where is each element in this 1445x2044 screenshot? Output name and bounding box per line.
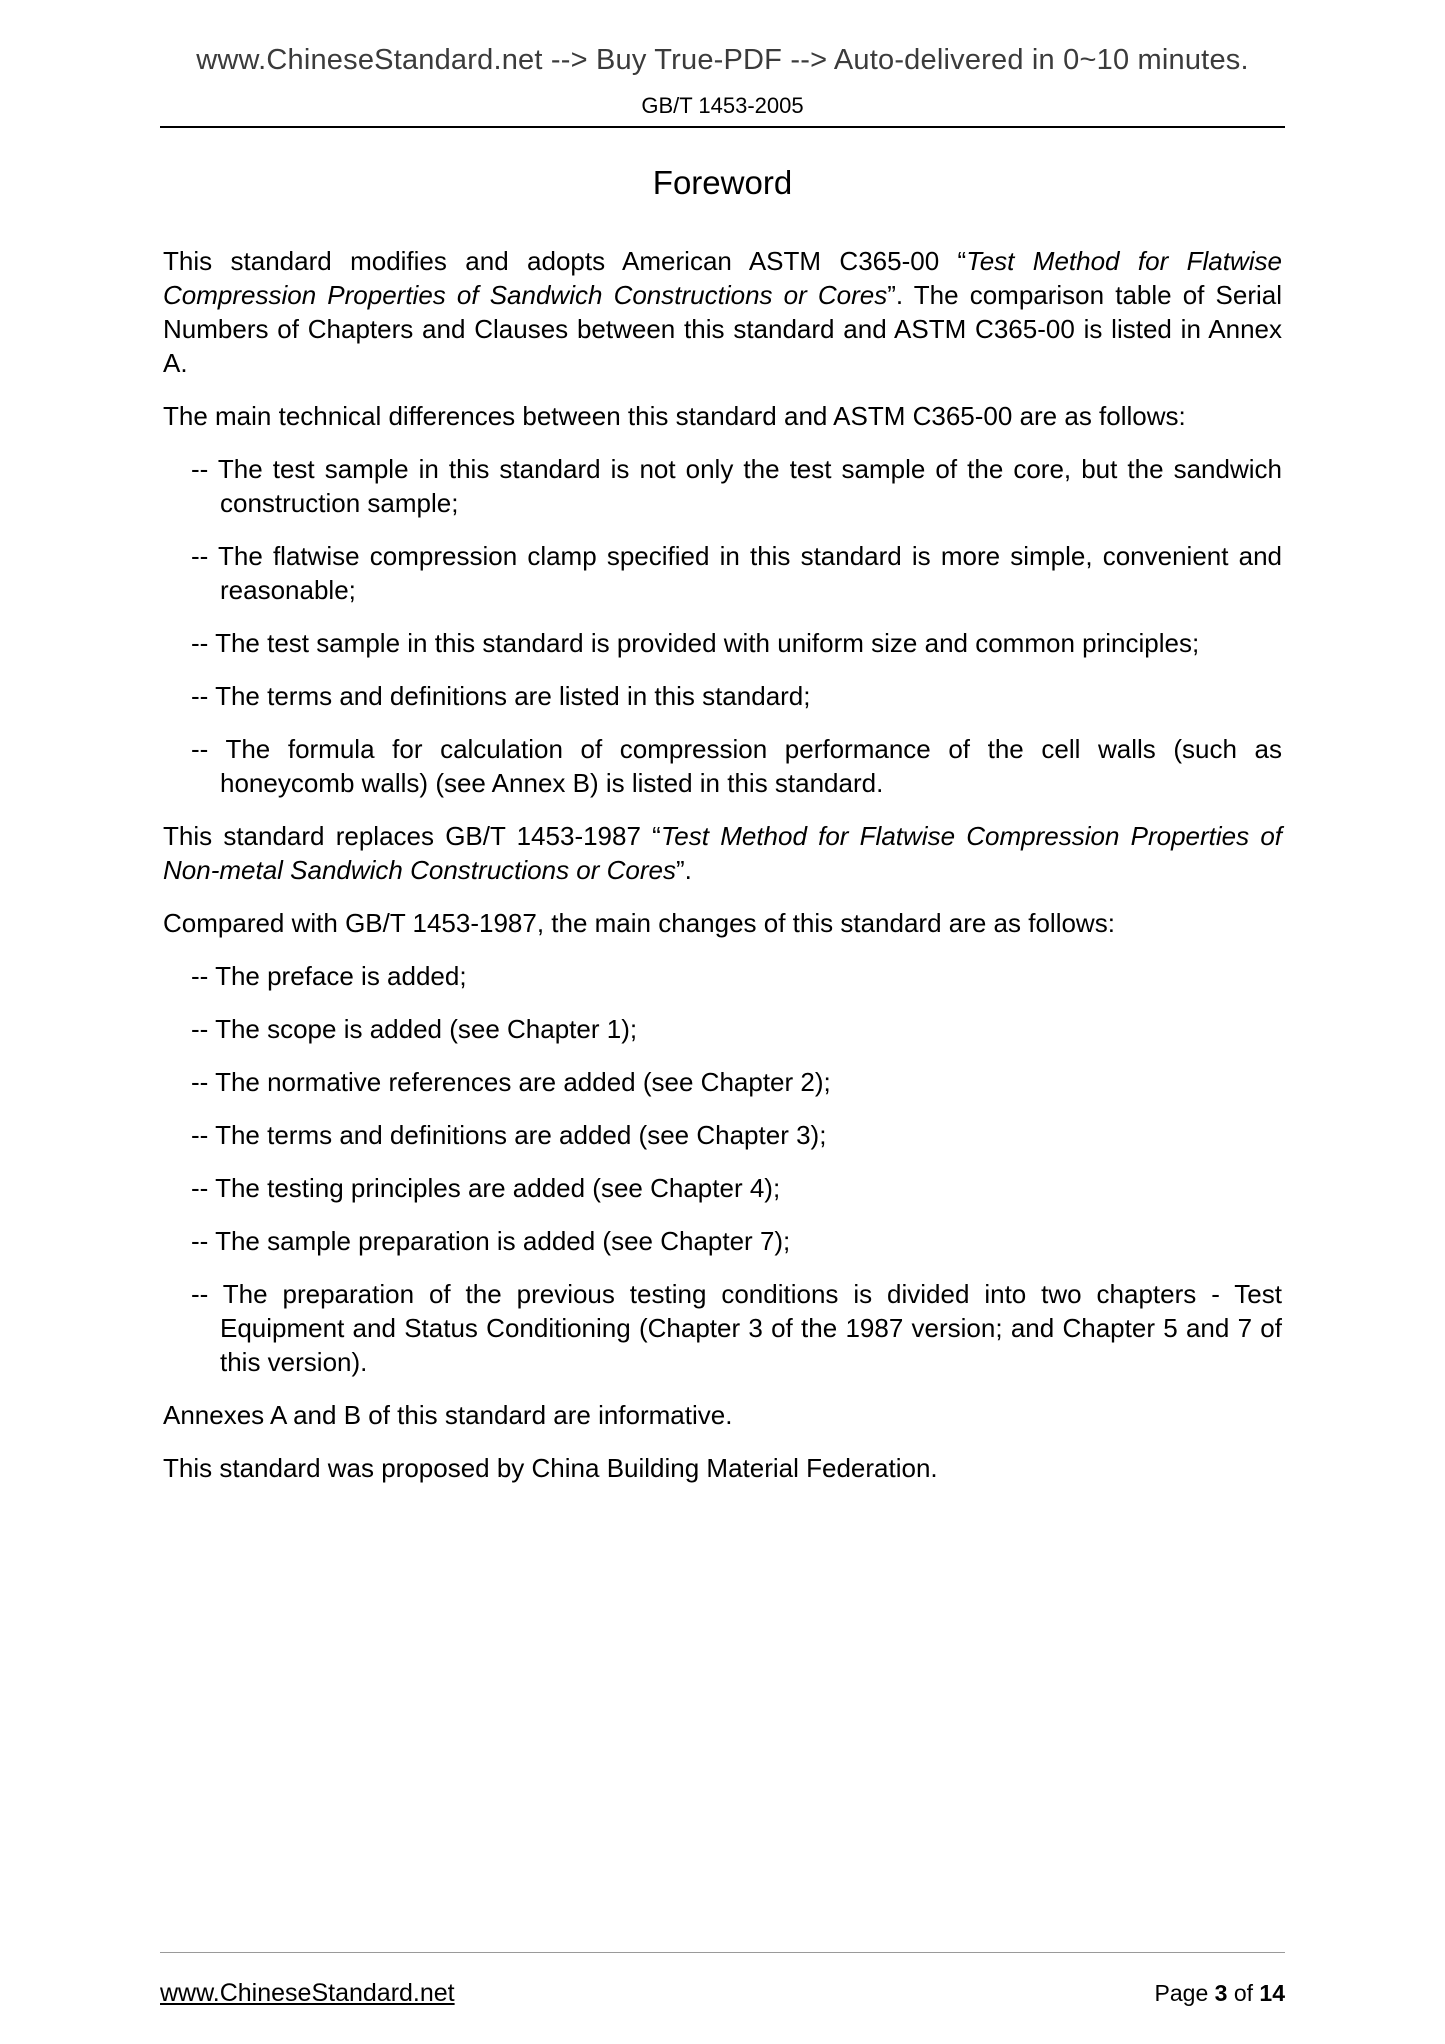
page-indicator-of: of (1227, 1980, 1260, 2006)
document-number: GB/T 1453-2005 (641, 93, 804, 118)
paragraph-replaces (163, 819, 1282, 887)
paragraph-intro-pre: This standard modifies and adopts American ASTM C365-00 “ (163, 246, 967, 276)
list-item-change-4: -- The terms and definitions are added (see Chapter 3); (191, 1120, 827, 1150)
paragraph-replaces-post: ”. (676, 855, 692, 885)
paragraph-annexes: Annexes A and B of this standard are informative. (163, 1400, 733, 1430)
page-indicator-label: Page (1154, 1980, 1215, 2006)
list-item-diff-2: -- The flatwise compression clamp specified in this standard is more simple, convenient and reasonable; (191, 541, 1282, 605)
list-item-diff-5: -- The formula for calculation of compression performance of the cell walls (such as honeycomb walls) (see Annex B) is listed in this standard. (191, 734, 1282, 798)
paragraph-replaces-pre: This standard replaces GB/T 1453-1987 “ (163, 821, 661, 851)
document-body (163, 244, 1282, 1485)
list-item-change-6: -- The sample preparation is added (see Chapter 7); (191, 1226, 791, 1256)
list-item-diff-4: -- The terms and definitions are listed in this standard; (191, 681, 811, 711)
list-item-change-5: -- The testing principles are added (see Chapter 4); (191, 1173, 781, 1203)
paragraph-intro (163, 244, 1282, 380)
list-item-diff-3: -- The test sample in this standard is provided with uniform size and common principles; (191, 628, 1200, 658)
list-item-change-1: -- The preface is added; (191, 961, 467, 991)
page-title: Foreword (652, 164, 793, 201)
list-item-change-7: -- The preparation of the previous testing conditions is divided into two chapters - Test Equipment and Status Conditioning (Chapter 3 of the 1987 version; and Chapter 5 and 7 of this version). (191, 1279, 1282, 1377)
header-banner: www.ChineseStandard.net --> Buy True-PDF --> Auto-delivered in 0~10 minutes. (196, 44, 1249, 76)
list-item-change-3: -- The normative references are added (see Chapter 2); (191, 1067, 831, 1097)
paragraph-intro-post: ”. The comparison table of Serial Numbers of Chapters and Clauses between this standard and ASTM C365-00 is listed in Annex A. (163, 280, 1282, 378)
header-rule (160, 126, 1285, 128)
footer-site-link[interactable]: www.ChineseStandard.net (160, 1979, 455, 2007)
list-item-change-2: -- The scope is added (see Chapter 1); (191, 1014, 638, 1044)
standard-title-italic: Test Method for Flatwise Compression Properties of Sandwich Constructions or Cores (163, 246, 1282, 310)
list-item-diff-1: -- The test sample in this standard is not only the test sample of the core, but the sandwich construction sample; (191, 454, 1282, 518)
page-footer (160, 1952, 1285, 2008)
paragraph-differences-lead: The main technical differences between this standard and ASTM C365-00 are as follows: (163, 401, 1186, 431)
page-indicator-total: 14 (1259, 1980, 1285, 2006)
paragraph-changes-lead: Compared with GB/T 1453-1987, the main changes of this standard are as follows: (163, 908, 1115, 938)
replaced-standard-title-italic: Test Method for Flatwise Compression Properties of Non-metal Sandwich Constructions or Cores (163, 821, 1282, 885)
page-indicator (1155, 1980, 1285, 2007)
paragraph-proposed: This standard was proposed by China Building Material Federation. (163, 1453, 938, 1483)
page-indicator-current: 3 (1214, 1980, 1228, 2006)
